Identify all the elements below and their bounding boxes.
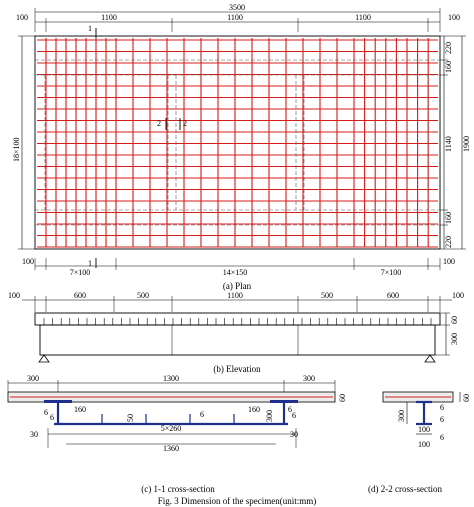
elev-dim-300: 300 — [450, 333, 459, 345]
section-mark-1-bottom: 1 — [88, 259, 92, 268]
s11-label-6-bottom-right: 6 — [288, 405, 292, 414]
elev-seg-2: 600 — [74, 291, 86, 300]
s11-label-300-height: 300 — [265, 410, 274, 422]
elevation-view — [8, 291, 464, 374]
plan-left-total: 18×100 — [12, 137, 21, 162]
s11-label-300-right: 300 — [303, 374, 315, 383]
elev-dim-60: 60 — [450, 316, 459, 324]
s11-label-60: 60 — [338, 394, 347, 402]
elevation-right-dimensions — [435, 313, 459, 355]
elev-seg-7: 100 — [452, 291, 464, 300]
s11-label-50: 50 — [126, 414, 135, 422]
s11-label-30-right: 30 — [290, 430, 298, 439]
plan-section-marks — [88, 24, 187, 268]
section-2-2 — [368, 392, 471, 494]
section-mark-2-left: 2 — [157, 119, 161, 128]
s22-label-100-top: 100 — [418, 425, 430, 434]
s11-girder-flange-right — [270, 400, 298, 403]
s22-label-60: 60 — [462, 394, 471, 402]
plan-caption: (a) Plan — [222, 281, 252, 291]
section-1-1 — [8, 374, 347, 494]
plan-top-dimensions — [16, 3, 460, 32]
plan-right-1900: 1900 — [462, 136, 471, 152]
elev-seg-1: 100 — [8, 291, 20, 300]
s11-label-160-left: 160 — [74, 405, 86, 414]
right-support-icon — [425, 355, 435, 362]
section-2-2-caption: (d) 2-2 cross-section — [368, 484, 442, 494]
s22-label-6-bottom: 6 — [440, 415, 444, 424]
plan-left-dimension — [12, 36, 35, 249]
plan-bottom-100-left: 100 — [22, 257, 34, 266]
plan-right-220-top: 220 — [444, 42, 453, 54]
s11-label-6-right: 6 — [292, 411, 296, 420]
plan-bottom-7x100-left: 7×100 — [69, 268, 91, 277]
plan-bottom-100-right: 100 — [443, 257, 455, 266]
plan-seg-5: 100 — [448, 13, 460, 22]
section-mark-1-top: 1 — [88, 24, 92, 33]
plan-bottom-14x150: 14×150 — [222, 268, 248, 277]
elev-seg-5: 500 — [321, 291, 333, 300]
plan-bottom-dimensions — [22, 257, 455, 277]
plan-total-length: 3500 — [229, 3, 245, 12]
plan-bottom-7x100-right: 7×100 — [380, 268, 402, 277]
elevation-caption: (b) Elevation — [213, 364, 261, 374]
plan-right-160-top: 160 — [444, 61, 453, 73]
plan-right-1140: 1140 — [444, 136, 453, 152]
elev-seg-4: 1100 — [227, 291, 243, 300]
plan-right-160-bottom: 160 — [444, 212, 453, 224]
plan-rebar-grid — [37, 38, 438, 247]
elevation-top-dimensions — [8, 291, 464, 312]
s11-label-6-stiffener: 6 — [200, 410, 204, 419]
s11-label-30-left: 30 — [30, 430, 38, 439]
s22-label-6-top: 6 — [440, 403, 444, 412]
elev-seg-6: 600 — [387, 291, 399, 300]
plan-right-dimensions — [440, 36, 471, 249]
plan-seg-3: 1100 — [227, 13, 243, 22]
plan-seg-2: 1100 — [101, 13, 117, 22]
s22-label-100-bottom: 100 — [418, 440, 430, 449]
figure-caption: Fig. 3 Dimension of the specimen(unit:mm) — [157, 496, 317, 506]
s11-label-1360: 1360 — [163, 444, 179, 453]
s11-label-160-right: 160 — [248, 405, 260, 414]
s11-label-1300: 1300 — [163, 374, 179, 383]
s11-girder-flange-left — [44, 400, 72, 403]
s22-label-300: 300 — [397, 410, 406, 422]
plan-seg-1: 100 — [16, 13, 28, 22]
elevation-girder — [40, 325, 435, 355]
s22-label-6-flange: 6 — [440, 433, 444, 442]
plan-right-220-bottom: 220 — [444, 236, 453, 248]
plan-seg-4: 1100 — [355, 13, 371, 22]
elev-seg-3: 500 — [137, 291, 149, 300]
s11-label-6-bottom-left: 6 — [50, 413, 54, 422]
s22-steel-i-girder — [416, 402, 432, 424]
s11-label-300-left: 300 — [27, 374, 39, 383]
s11-label-6-web: 6 — [44, 408, 48, 417]
s11-label-5x260: 5×260 — [160, 424, 182, 433]
plan-view — [12, 3, 471, 291]
section-1-1-caption: (c) 1-1 cross-section — [141, 484, 215, 494]
elevation-shear-studs — [44, 318, 431, 325]
left-support-icon — [39, 355, 49, 362]
section-mark-2-right: 2 — [183, 119, 187, 128]
